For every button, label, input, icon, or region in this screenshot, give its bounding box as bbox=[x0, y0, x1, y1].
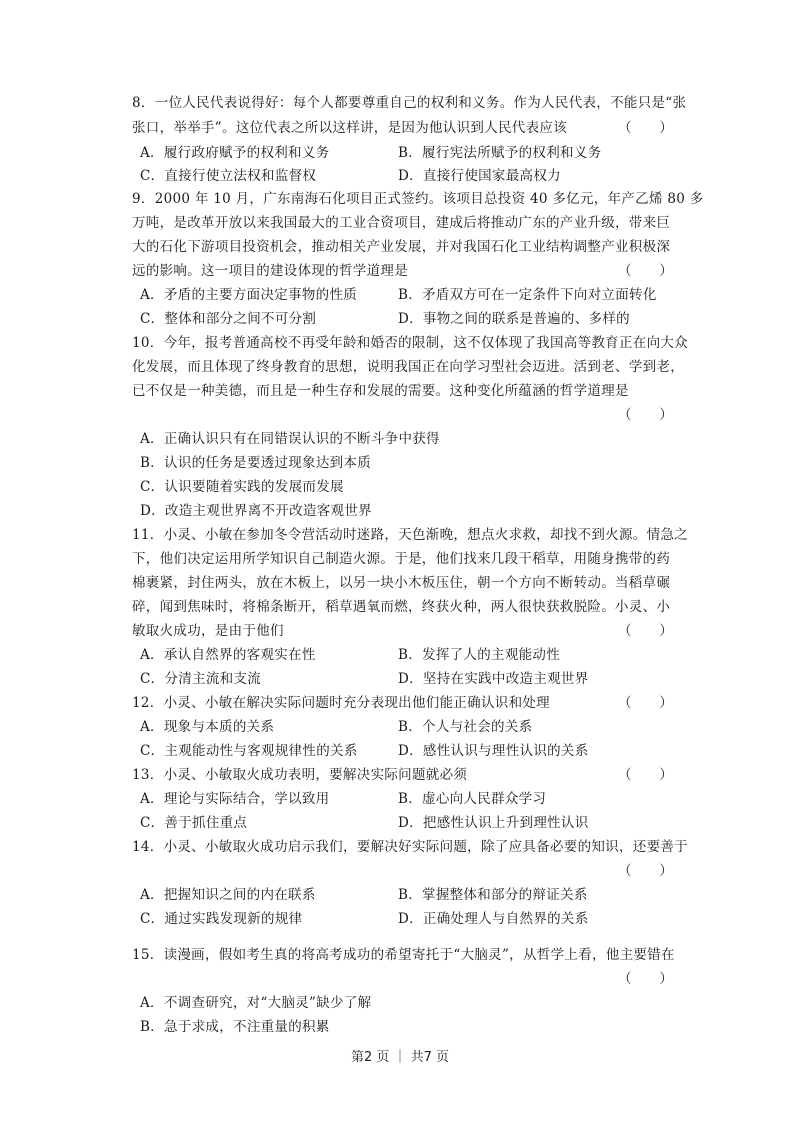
q11-stem-line5: 敏取火成功，是由于他们 bbox=[132, 623, 284, 639]
q10-stem-line2: 化发展，而且体现了终身教育的思想，说明我国正在向学习型社会迈进。活到老、学到老， bbox=[132, 359, 684, 375]
q15-option-a: A．不调查研究，对“大脑灵”缺少了解 bbox=[140, 995, 372, 1011]
q14-stem-line1: 14．小灵、小敏取火成功启示我们，要解决好实际问题，除了应具备必要的知识，还要善于 bbox=[132, 839, 688, 855]
q9-answer-paren: （ ） bbox=[618, 263, 674, 279]
q11-stem-line1: 11．小灵、小敏在参加冬令营活动时迷路，天色渐晚，想点火求救，却找不到火源。情急之 bbox=[132, 527, 688, 543]
q9-stem-line1: 9．2000 年 10 月，广东南海石化项目正式签约。该项目总投资 40 多亿元，年产乙烯 80 多 bbox=[132, 191, 704, 207]
q13-option-a: A．理论与实际结合，学以致用 bbox=[140, 791, 330, 807]
q8-stem-line1: 8．一位人民代表说得好：每个人都要尊重自己的权利和义务。作为人民代表，不能只是“张 bbox=[132, 95, 687, 111]
q12-option-c: C．主观能动性与客观规律性的关系 bbox=[140, 743, 358, 759]
q14-option-a: A．把握知识之间的内在联系 bbox=[140, 887, 316, 903]
q11-stem-line2: 下，他们决定运用所学知识自己制造火源。于是，他们找来几段干稻草，用随身携带的药 bbox=[132, 551, 671, 567]
q11-answer-paren: （ ） bbox=[618, 623, 674, 639]
q13-option-b: B．虚心向人民群众学习 bbox=[398, 791, 547, 807]
q9-stem-line2: 万吨，是改革开放以来我国最大的工业合资项目，建成后将推动广东的产业升级，带来巨 bbox=[132, 215, 671, 231]
q11-option-d: D．坚持在实践中改造主观世界 bbox=[398, 671, 589, 687]
q10-option-d: D．改造主观世界离不开改造客观世界 bbox=[140, 503, 372, 519]
q11-option-c: C．分清主流和支流 bbox=[140, 671, 262, 687]
q10-option-b: B．认识的任务是要透过现象达到本质 bbox=[140, 455, 372, 471]
q11-option-b: B．发挥了人的主观能动性 bbox=[398, 647, 561, 663]
q15-stem-line1: 15．读漫画，假如考生真的将高考成功的希望寄托于“大脑灵”，从哲学上看，他主要错在 bbox=[132, 947, 675, 963]
q10-stem-line3: 已不仅是一种美德，而且是一种生存和发展的需要。这种变化所蕴涵的哲学道理是 bbox=[132, 383, 629, 399]
page-number: 第2 页 ｜ 共7 页 bbox=[350, 1050, 450, 1065]
q9-option-c: C．整体和部分之间不可分割 bbox=[140, 311, 317, 327]
q8-answer-paren: （ ） bbox=[618, 120, 674, 136]
q14-answer-paren: （ ） bbox=[618, 863, 674, 879]
q8-option-d: D．直接行使国家最高权力 bbox=[398, 168, 561, 184]
q14-option-b: B．掌握整体和部分的辩证关系 bbox=[398, 887, 588, 903]
q10-option-a: A．正确认识只有在同错误认识的不断斗争中获得 bbox=[140, 431, 440, 447]
q14-option-d: D．正确处理人与自然界的关系 bbox=[398, 911, 589, 927]
q15-answer-paren: （ ） bbox=[618, 971, 674, 987]
q9-stem-line3: 大的石化下游项目投资机会，推动相关产业发展，并对我国石化工业结构调整产业积极深 bbox=[132, 239, 671, 255]
q13-answer-paren: （ ） bbox=[618, 767, 674, 783]
page-footer bbox=[0, 1046, 800, 1065]
q9-option-d: D．事物之间的联系是普遍的、多样的 bbox=[398, 311, 630, 327]
q9-option-b: B．矛盾双方可在一定条件下向对立面转化 bbox=[398, 287, 657, 303]
q13-option-c: C．善于抓住重点 bbox=[140, 815, 248, 831]
q13-option-d: D．把感性认识上升到理性认识 bbox=[398, 815, 589, 831]
q14-option-c: C．通过实践发现新的规律 bbox=[140, 911, 303, 927]
q10-option-c: C．认识要随着实践的发展而发展 bbox=[140, 479, 344, 495]
q12-option-b: B．个人与社会的关系 bbox=[398, 719, 533, 735]
q8-option-a: A．履行政府赋予的权利和义务 bbox=[140, 145, 330, 161]
q10-answer-paren: （ ） bbox=[618, 407, 674, 423]
q12-stem-line1: 12．小灵、小敏在解决实际问题时充分表现出他们能正确认识和处理 bbox=[132, 695, 550, 711]
q11-stem-line3: 棉裹紧，封住两头，放在木板上，以另一块小木板压住，朝一个方向不断转动。当稻草碾 bbox=[132, 575, 671, 591]
q15-option-b: B．急于求成，不注重量的积累 bbox=[140, 1019, 330, 1035]
q9-option-a: A．矛盾的主要方面决定事物的性质 bbox=[140, 287, 358, 303]
q11-option-a: A．承认自然界的客观实在性 bbox=[140, 647, 316, 663]
q12-option-a: A．现象与本质的关系 bbox=[140, 719, 275, 735]
q13-stem-line1: 13．小灵、小敏取火成功表明，要解决实际问题就必须 bbox=[132, 767, 468, 783]
q11-stem-line4: 碎，闻到焦味时，将棉条断开，稻草遇氧而燃，终获火种，两人很快获救脱险。小灵、小 bbox=[132, 599, 671, 615]
q12-option-d: D．感性认识与理性认识的关系 bbox=[398, 743, 589, 759]
q10-stem-line1: 10．今年，报考普通高校不再受年龄和婚否的限制，这不仅体现了我国高等教育正在向大众 bbox=[132, 335, 688, 351]
q8-option-c: C．直接行使立法权和监督权 bbox=[140, 168, 317, 184]
q9-stem-line4: 远的影响。这一项目的建设体现的哲学道理是 bbox=[132, 263, 408, 279]
q12-answer-paren: （ ） bbox=[618, 695, 674, 711]
q8-stem-line2: 张口，举举手”。这位代表之所以这样讲，是因为他认识到人民代表应该 bbox=[132, 120, 568, 136]
q8-option-b: B．履行宪法所赋予的权利和义务 bbox=[398, 145, 602, 161]
